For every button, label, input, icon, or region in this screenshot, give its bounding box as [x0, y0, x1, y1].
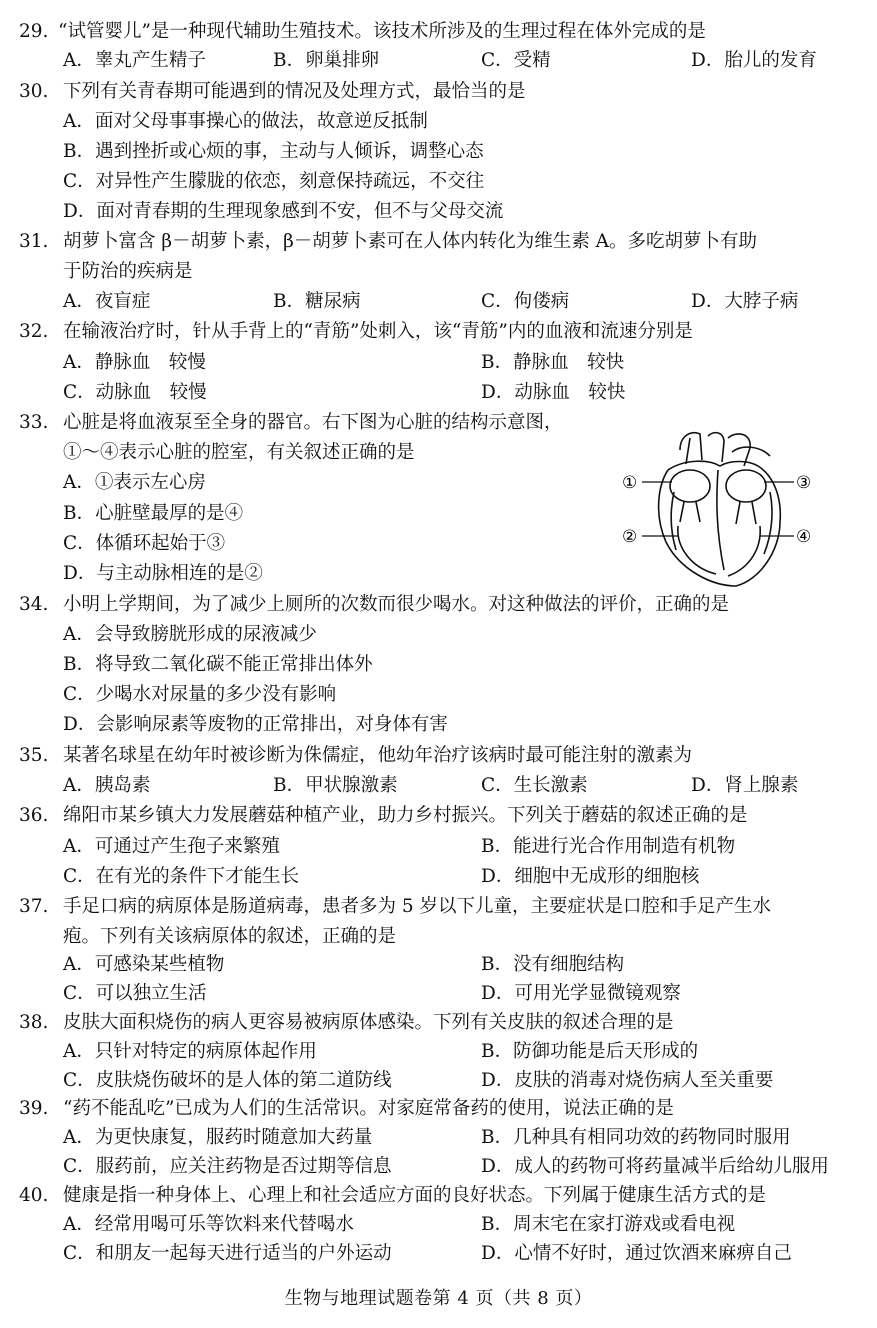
option-a: A．静脉血 较慢 [63, 352, 206, 373]
option-c: C．生长激素 [481, 775, 588, 796]
question-stem: 小明上学期间，为了减少上厕所的次数而很少喝水。对这种做法的评价，正确的是 [63, 594, 730, 615]
heart-label-4: ④ [796, 527, 812, 547]
option-c: C．受精 [481, 50, 551, 71]
option-a: A．会导致膀胱形成的尿液减少 [63, 624, 317, 645]
option-d: D．细胞中无成形的细胞核 [481, 866, 700, 887]
question-stem: “药不能乱吃”已成为人们的生活常识。对家庭常备药的使用，说法正确的是 [63, 1098, 674, 1119]
option-d: D．胎儿的发育 [691, 50, 817, 71]
option-a: A．经常用喝可乐等饮料来代替喝水 [63, 1214, 354, 1235]
question-number: 34. [19, 594, 49, 615]
question-stem-cont: ①～④表示心脏的腔室，有关叙述正确的是 [63, 442, 415, 463]
option-b: B．甲状腺激素 [273, 775, 398, 796]
question-number: 29. [19, 21, 49, 42]
question-number: 32. [19, 321, 49, 342]
option-c: C．动脉血 较慢 [63, 382, 207, 403]
option-d: D．心情不好时，通过饮酒来麻痹自己 [481, 1243, 792, 1264]
question-stem-cont: 疱。下列有关该病原体的叙述，正确的是 [63, 926, 397, 947]
heart-label-3: ③ [796, 473, 812, 493]
option-d: D．大脖子病 [691, 291, 799, 312]
option-d: D．成人的药物可将药量减半后给幼儿服用 [481, 1156, 829, 1177]
option-b: B．几种具有相同功效的药物同时服用 [481, 1127, 791, 1148]
question-stem: 皮肤大面积烧伤的病人更容易被病原体感染。下列有关皮肤的叙述合理的是 [63, 1012, 674, 1033]
option-d: D．动脉血 较快 [481, 382, 626, 403]
question-number: 33. [19, 412, 49, 433]
option-c: C．和朋友一起每天进行适当的户外运动 [63, 1243, 392, 1264]
question-stem: 下列有关青春期可能遇到的情况及处理方式，最恰当的是 [63, 81, 526, 102]
option-c: C．可以独立生活 [63, 983, 207, 1004]
question-number: 30. [19, 81, 49, 102]
option-c: C．对异性产生朦胧的依恋，刻意保持疏远，不交往 [63, 171, 485, 192]
option-a: A．可感染某些植物 [63, 954, 225, 975]
heart-label-1: ① [622, 473, 638, 493]
question-stem: “试管婴儿”是一种现代辅助生殖技术。该技术所涉及的生理过程在体外完成的是 [58, 21, 706, 42]
option-c: C．服药前，应关注药物是否过期等信息 [63, 1156, 392, 1177]
option-d: D．与主动脉相连的是② [63, 563, 263, 584]
question-stem: 在输液治疗时，针从手背上的“青筋”处刺入，该“青筋”内的血液和流速分别是 [63, 321, 693, 342]
page-footer: 生物与地理试题卷第 4 页（共 8 页） [284, 1288, 593, 1309]
question-stem: 健康是指一种身体上、心理上和社会适应方面的良好状态。下列属于健康生活方式的是 [63, 1185, 767, 1206]
option-b: B．糖尿病 [273, 291, 361, 312]
option-c: C．体循环起始于③ [63, 533, 226, 554]
option-b: B．防御功能是后天形成的 [481, 1041, 699, 1062]
option-a: A．胰岛素 [63, 775, 151, 796]
heart-label-2: ② [622, 527, 638, 547]
option-a: A．①表示左心房 [63, 472, 206, 493]
option-c: C．少喝水对尿量的多少没有影响 [63, 684, 337, 705]
option-a: A．夜盲症 [63, 291, 151, 312]
option-b: B．静脉血 较快 [481, 352, 625, 373]
question-stem: 手足口病的病原体是肠道病毒，患者多为 5 岁以下儿童，主要症状是口腔和手足产生水 [63, 896, 772, 917]
option-a: A．只针对特定的病原体起作用 [63, 1041, 317, 1062]
option-c: C．在有光的条件下才能生长 [63, 866, 300, 887]
option-a: A．为更快康复，服药时随意加大药量 [63, 1127, 373, 1148]
question-number: 40. [19, 1185, 49, 1206]
option-a: A．睾丸产生精子 [63, 50, 206, 71]
option-d: D．会影响尿素等废物的正常排出，对身体有害 [63, 714, 448, 735]
option-d: D．可用光学显微镜观察 [481, 983, 681, 1004]
question-stem-cont: 于防治的疾病是 [63, 261, 193, 282]
question-number: 31. [19, 231, 49, 252]
question-number: 36. [19, 805, 49, 826]
question-stem: 某著名球星在幼年时被诊断为侏儒症，他幼年治疗该病时最可能注射的激素为 [63, 745, 693, 766]
question-number: 37. [19, 896, 49, 917]
option-d: D．肾上腺素 [691, 775, 799, 796]
option-b: B．遇到挫折或心烦的事，主动与人倾诉，调整心态 [63, 141, 484, 162]
question-stem: 胡萝卜富含 β－胡萝卜素，β－胡萝卜素可在人体内转化为维生素 A。多吃胡萝卜有助 [63, 231, 758, 252]
option-c: C．佝偻病 [481, 291, 570, 312]
question-stem: 心脏是将血液泵至全身的器官。右下图为心脏的结构示意图， [63, 412, 563, 433]
question-number: 39. [19, 1098, 49, 1119]
question-stem: 绵阳市某乡镇大力发展蘑菇种植产业，助力乡村振兴。下列关于蘑菇的叙述正确的是 [63, 805, 748, 826]
option-a: A．可通过产生孢子来繁殖 [63, 836, 280, 857]
option-b: B．卵巢排卵 [273, 50, 380, 71]
question-number: 35. [19, 745, 49, 766]
heart-diagram [620, 430, 820, 590]
option-c: C．皮肤烧伤破坏的是人体的第二道防线 [63, 1070, 392, 1091]
option-d: D．皮肤的消毒对烧伤病人至关重要 [481, 1070, 774, 1091]
heart-outline [659, 433, 781, 586]
option-b: B．能进行光合作用制造有机物 [481, 836, 736, 857]
option-b: B．没有细胞结构 [481, 954, 625, 975]
option-b: B．心脏壁最厚的是④ [63, 503, 244, 524]
option-b: B．将导致二氧化碳不能正常排出体外 [63, 654, 373, 675]
option-a: A．面对父母事事操心的做法，故意逆反抵制 [63, 111, 428, 132]
option-b: B．周末宅在家打游戏或看电视 [481, 1214, 736, 1235]
question-number: 38. [19, 1012, 49, 1033]
option-d: D．面对青春期的生理现象感到不安，但不与父母交流 [63, 201, 504, 222]
